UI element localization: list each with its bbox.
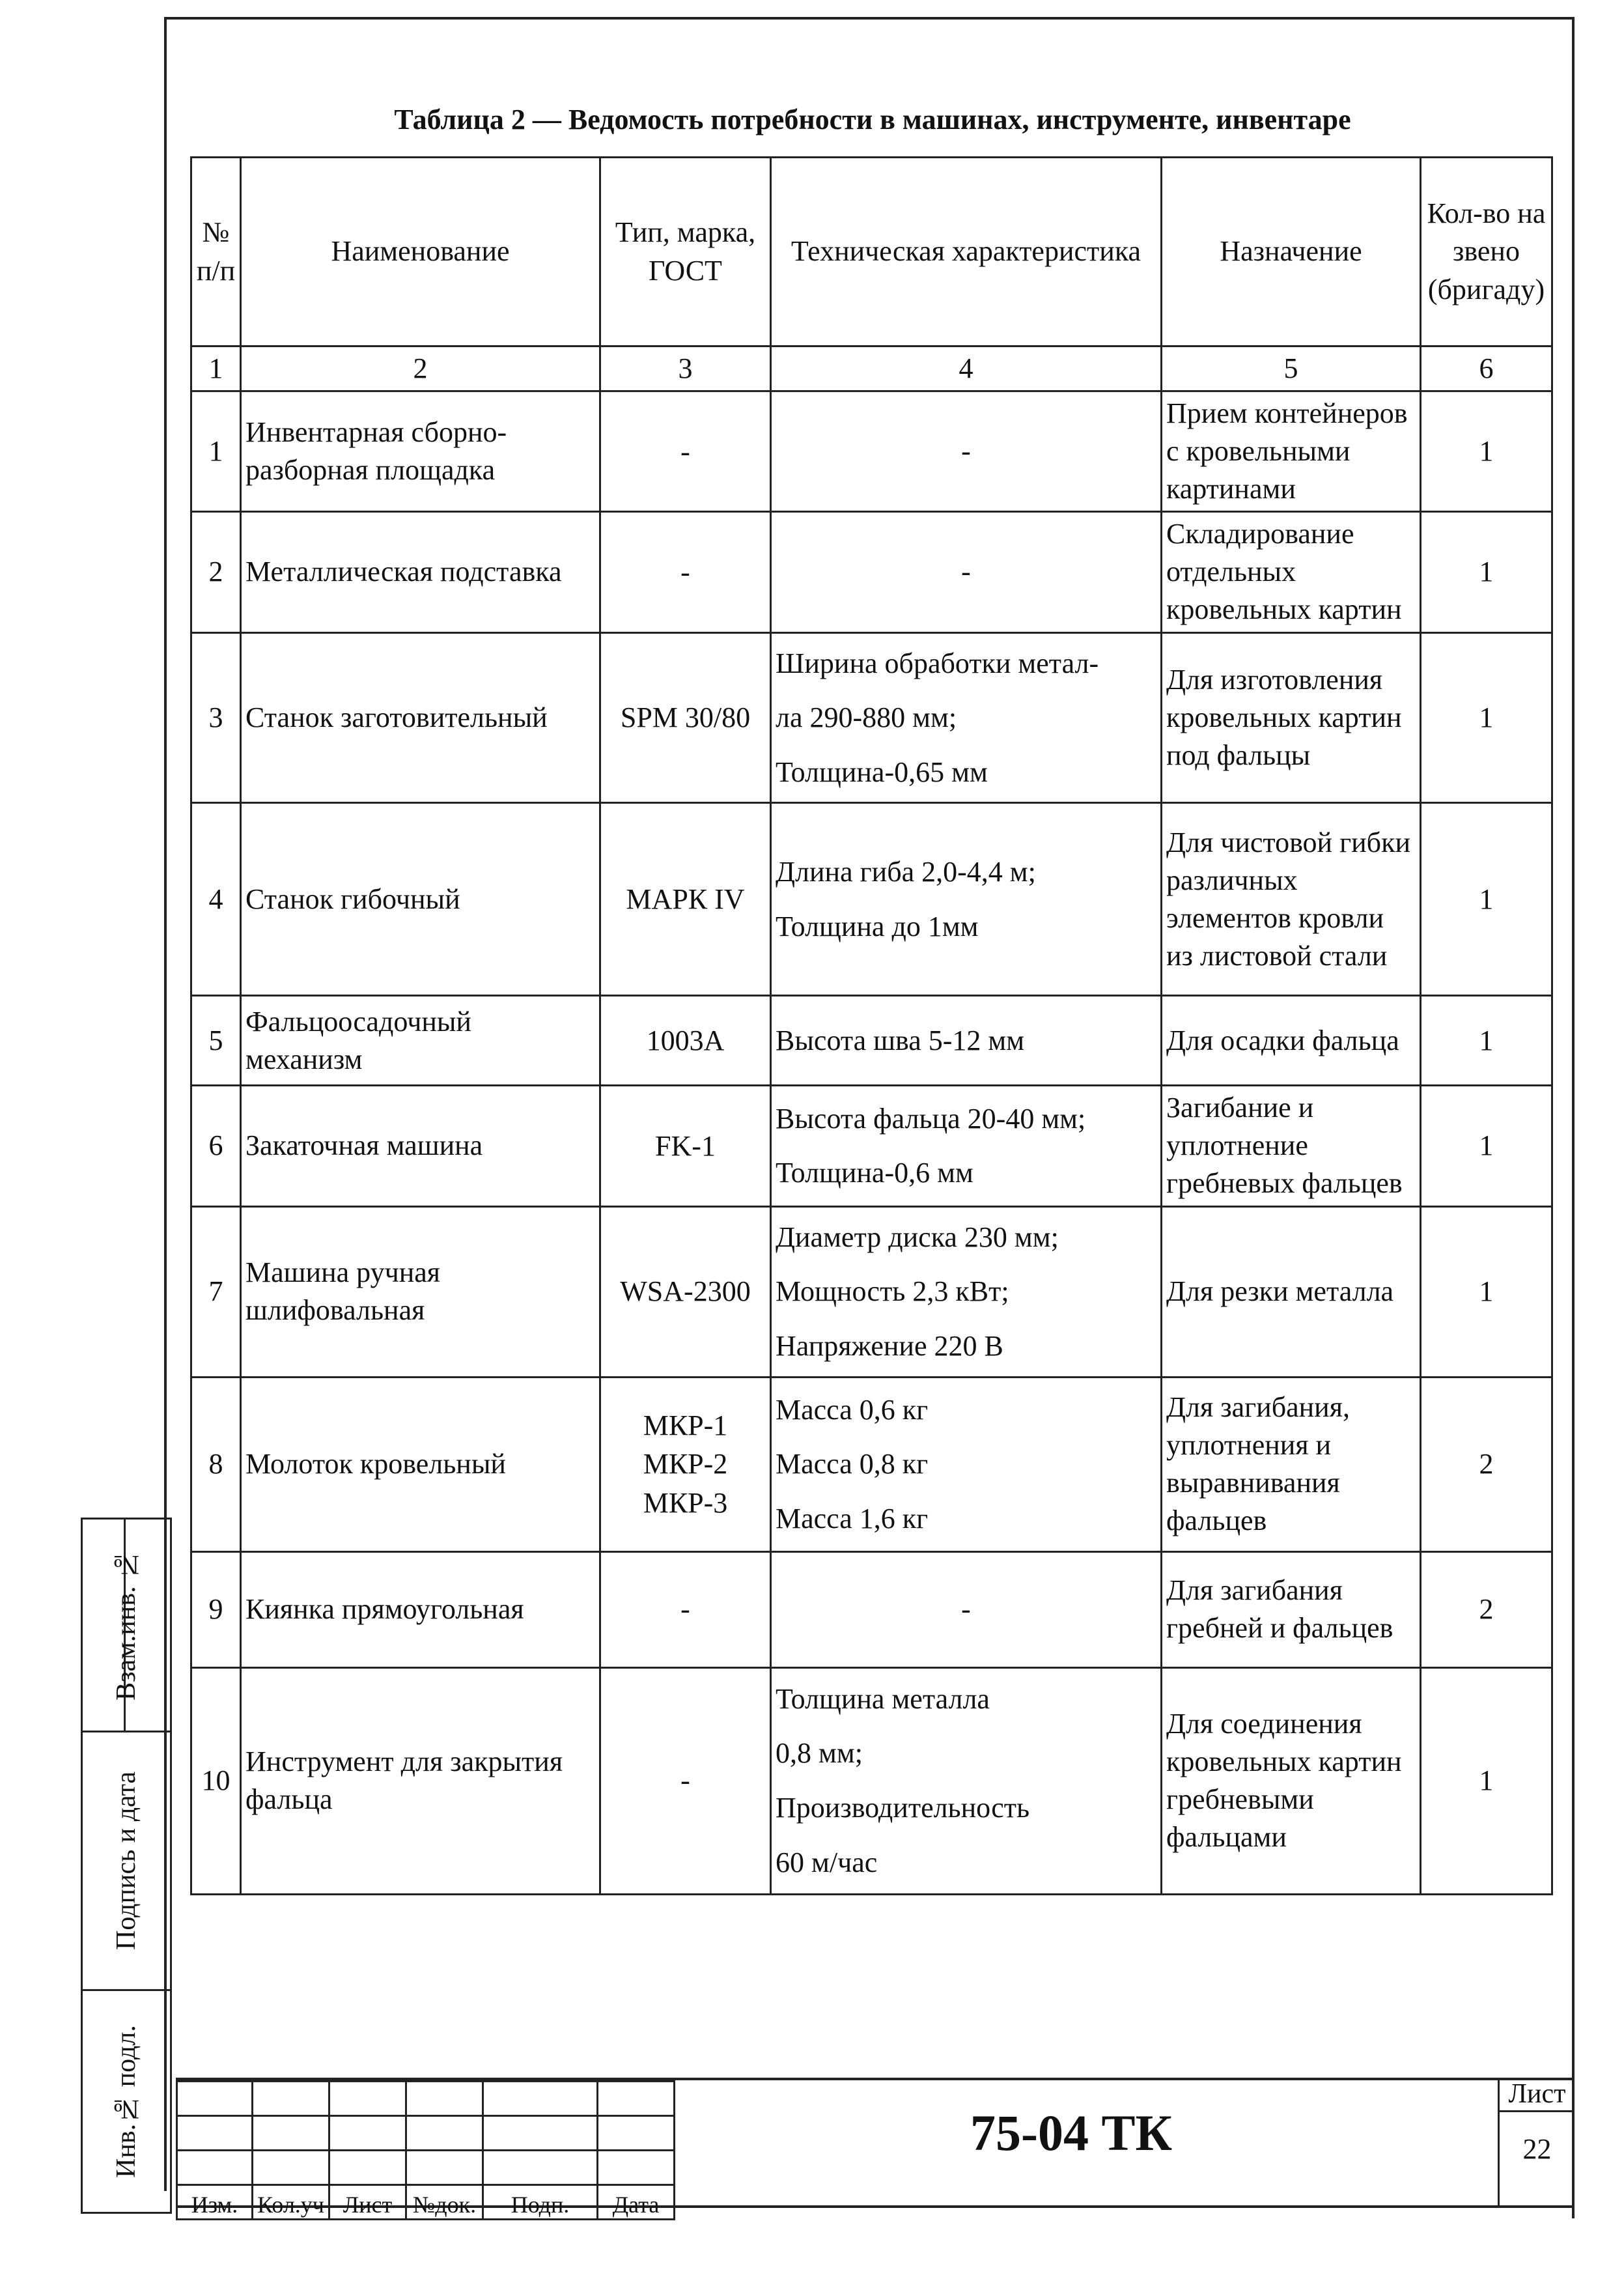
sheet-label: Лист <box>1500 2078 1575 2112</box>
table-row <box>191 632 1552 803</box>
row-type-line: - <box>680 1593 690 1626</box>
requirements-table <box>190 156 1553 1895</box>
row-quantity: 1 <box>1421 391 1552 512</box>
row-name: Киянка прямоугольная <box>241 1551 600 1667</box>
row-purpose: Для загибания, уплотнения и выравнивания фальцев <box>1162 1377 1421 1551</box>
side-label-inv <box>81 1989 172 2214</box>
column-number: 5 <box>1162 346 1421 391</box>
row-purpose: Складирование отдельных кровельных картин <box>1162 512 1421 632</box>
column-number: 1 <box>191 346 241 391</box>
table-row <box>191 1086 1552 1206</box>
row-purpose: Для резки металла <box>1162 1206 1421 1377</box>
row-name: Инвентарная сборно-разборная площадка <box>241 391 600 512</box>
row-tech-line: Ширина обработки метал- <box>776 647 1099 679</box>
stamp-col-izm: Изм. <box>177 2185 253 2220</box>
row-type-line: FK-1 <box>655 1129 716 1162</box>
header-name: Наименование <box>241 158 600 346</box>
header-row <box>191 158 1552 346</box>
header-purpose: Назначение <box>1162 158 1421 346</box>
row-type <box>600 1086 771 1206</box>
row-purpose: Для соединения кровельных картин гребневыми фальцами <box>1162 1667 1421 1894</box>
row-purpose: Для загибания гребней и фальцев <box>1162 1551 1421 1667</box>
row-tech-line: 0,8 мм; <box>776 1737 863 1770</box>
row-tech-line: Масса 1,6 кг <box>776 1502 929 1534</box>
row-tech-line: - <box>961 556 971 588</box>
row-type <box>600 1377 771 1551</box>
row-number: 6 <box>191 1086 241 1206</box>
row-type-line: - <box>680 1764 690 1797</box>
row-type-line: 1003А <box>646 1025 725 1057</box>
table-title: Таблица 2 — Ведомость потребности в машинах, инструменте, инвентаре <box>394 104 1351 135</box>
row-tech <box>771 996 1162 1086</box>
table-row <box>191 391 1552 512</box>
row-name: Станок гибочный <box>241 803 600 996</box>
frame-right-edge <box>1572 17 1575 2218</box>
side-label-zam <box>81 1518 172 1732</box>
row-type-line: МКР-2 <box>643 1448 728 1480</box>
row-number: 8 <box>191 1377 241 1551</box>
row-tech-line: Напряжение 220 В <box>776 1329 1003 1362</box>
row-tech <box>771 391 1162 512</box>
row-name: Станок заготовительный <box>241 632 600 803</box>
header-tech: Техническая характеристика <box>771 158 1162 346</box>
document-code: 75-04 ТК <box>970 2104 1173 2161</box>
row-tech-line: Диаметр диска 230 мм; <box>776 1221 1059 1253</box>
row-tech-line: ла 290-880 мм; <box>776 701 957 734</box>
row-type-line: МКР-1 <box>643 1409 728 1441</box>
stamp-col-data: Дата <box>598 2185 675 2220</box>
row-quantity: 1 <box>1421 632 1552 803</box>
table-row <box>191 1667 1552 1894</box>
row-number: 9 <box>191 1551 241 1667</box>
table-row <box>191 1206 1552 1377</box>
row-type-line: МКР-3 <box>643 1486 728 1519</box>
row-type <box>600 391 771 512</box>
stamp-col-doc: №док. <box>406 2185 483 2220</box>
row-type <box>600 1206 771 1377</box>
row-purpose: Для изготовления кровельных картин под фальцы <box>1162 632 1421 803</box>
row-quantity: 1 <box>1421 1086 1552 1206</box>
column-number: 6 <box>1421 346 1552 391</box>
row-type <box>600 996 771 1086</box>
header-num: № п/п <box>191 158 241 346</box>
row-number: 7 <box>191 1206 241 1377</box>
row-tech-line: - <box>961 1593 971 1626</box>
title-block <box>176 2078 1575 2218</box>
row-tech-line: Длина гиба 2,0-4,4 м; <box>776 856 1036 888</box>
row-type <box>600 512 771 632</box>
row-tech-line: Толщина до 1мм <box>776 910 979 942</box>
row-number: 10 <box>191 1667 241 1894</box>
side-label-sign-text: Подпись и дата <box>111 1771 141 1951</box>
table-row <box>191 512 1552 632</box>
row-purpose: Загибание и уплотнение гребневых фальцев <box>1162 1086 1421 1206</box>
sheet-number: 22 <box>1522 2133 1552 2165</box>
row-name: Инструмент для закрытия фальца <box>241 1667 600 1894</box>
row-quantity: 1 <box>1421 512 1552 632</box>
row-type <box>600 1551 771 1667</box>
row-name: Закаточная машина <box>241 1086 600 1206</box>
row-tech-line: Высота фальца 20-40 мм; <box>776 1102 1086 1135</box>
row-type-line: - <box>680 435 690 468</box>
row-tech <box>771 1377 1162 1551</box>
row-quantity: 1 <box>1421 1667 1552 1894</box>
row-purpose: Для чистовой гибки различных элементов кровли из листовой стали <box>1162 803 1421 996</box>
stamp-col-list: Лист <box>329 2185 406 2220</box>
row-quantity: 1 <box>1421 1206 1552 1377</box>
row-tech <box>771 1086 1162 1206</box>
row-quantity: 2 <box>1421 1551 1552 1667</box>
column-number: 4 <box>771 346 1162 391</box>
row-number: 1 <box>191 391 241 512</box>
column-number: 2 <box>241 346 600 391</box>
row-tech <box>771 1551 1162 1667</box>
row-tech <box>771 1667 1162 1894</box>
row-tech <box>771 803 1162 996</box>
column-number: 3 <box>600 346 771 391</box>
side-label-sign <box>81 1731 172 1991</box>
row-type-line: - <box>680 556 690 588</box>
table-row <box>191 1551 1552 1667</box>
row-type <box>600 803 771 996</box>
row-name: Машина ручная шлифовальная <box>241 1206 600 1377</box>
row-tech-line: Мощность 2,3 кВт; <box>776 1275 1009 1308</box>
row-tech <box>771 512 1162 632</box>
row-name: Фальцоосадочный механизм <box>241 996 600 1086</box>
row-type-line: WSA-2300 <box>620 1275 751 1308</box>
side-label-zam-text: Взам.инв. № <box>111 1549 141 1701</box>
table-row <box>191 996 1552 1086</box>
row-quantity: 2 <box>1421 1377 1552 1551</box>
row-number: 3 <box>191 632 241 803</box>
table-row <box>191 803 1552 996</box>
row-tech-line: Производительность <box>776 1792 1030 1824</box>
column-number-row <box>191 346 1552 391</box>
row-tech-line: Масса 0,6 кг <box>776 1393 929 1426</box>
row-tech-line: Толщина-0,6 мм <box>776 1157 973 1189</box>
row-tech-line: Высота шва 5-12 мм <box>776 1025 1025 1057</box>
row-purpose: Для осадки фальца <box>1162 996 1421 1086</box>
row-purpose: Прием контейнеров с кровельными картинами <box>1162 391 1421 512</box>
side-label-inv-text: Инв.№ подл. <box>111 2025 141 2178</box>
row-type-line: МАРК IV <box>626 883 745 916</box>
row-tech-line: Масса 0,8 кг <box>776 1448 929 1480</box>
row-number: 4 <box>191 803 241 996</box>
row-quantity: 1 <box>1421 803 1552 996</box>
header-type: Тип, марка, ГОСТ <box>600 158 771 346</box>
row-tech-line: - <box>961 435 971 468</box>
row-tech-line: 60 м/час <box>776 1846 878 1878</box>
row-type <box>600 632 771 803</box>
row-number: 5 <box>191 996 241 1086</box>
row-tech-line: Толщина-0,65 мм <box>776 756 988 788</box>
row-tech-line: Толщина металла <box>776 1682 990 1715</box>
row-type <box>600 1667 771 1894</box>
row-quantity: 1 <box>1421 996 1552 1086</box>
row-tech <box>771 632 1162 803</box>
stamp-col-podp: Подп. <box>483 2185 598 2220</box>
row-tech <box>771 1206 1162 1377</box>
table-row <box>191 1377 1552 1551</box>
sheet-box <box>1498 2078 1575 2208</box>
row-number: 2 <box>191 512 241 632</box>
row-name: Металлическая подставка <box>241 512 600 632</box>
row-name: Молоток кровельный <box>241 1377 600 1551</box>
stamp-col-kol: Кол.уч <box>253 2185 329 2220</box>
revision-grid <box>176 2080 675 2220</box>
header-qty: Кол-во на звено (бригаду) <box>1421 158 1552 346</box>
row-type-line: SPM 30/80 <box>620 701 751 734</box>
